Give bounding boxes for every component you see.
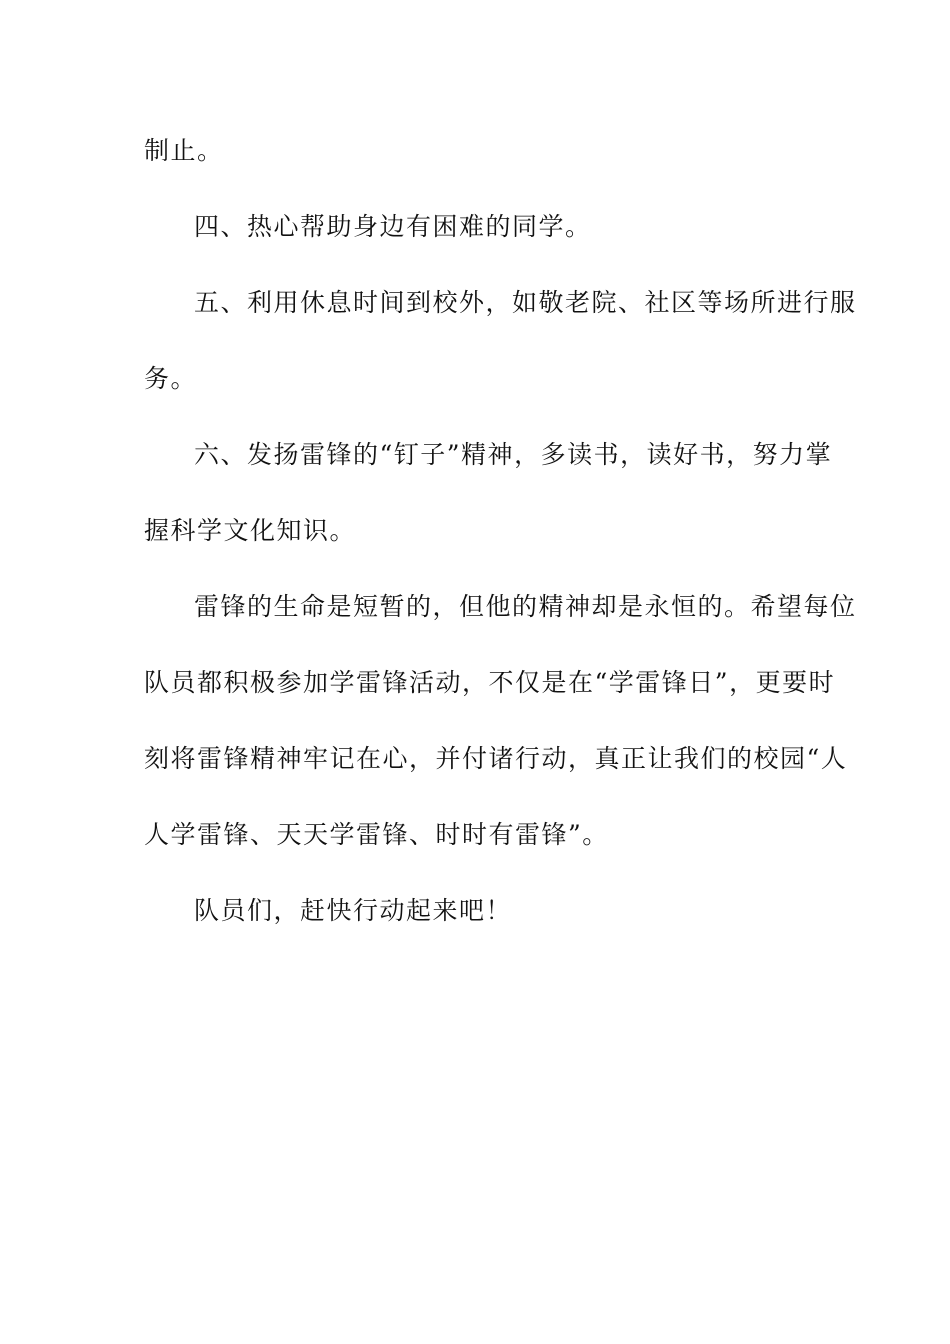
list-item-5-continuation: 务。 [144,364,198,393]
list-item-4: 四、热心帮助身边有困难的同学。 [194,212,592,241]
final-call-to-action: 队员们，赶快行动起来吧！ [194,896,513,925]
document-body [144,128,857,964]
closing-paragraph-line-3: 刻将雷锋精神牢记在心，并付诸行动，真正让我们的校园“人 [144,744,848,773]
list-item-6: 六、发扬雷锋的“钉子”精神，多读书，读好书，努力掌 [194,440,833,469]
text-line-continuation: 制止。 [144,136,224,165]
closing-paragraph-line-1: 雷锋的生命是短暂的，但他的精神却是永恒的。希望每位 [194,592,857,621]
list-item-5: 五、利用休息时间到校外，如敬老院、社区等场所进行服 [194,288,857,317]
list-item-6-continuation: 握科学文化知识。 [144,516,357,545]
closing-paragraph-line-2: 队员都积极参加学雷锋活动，不仅是在“学雷锋日”，更要时 [144,668,836,697]
closing-paragraph-line-4: 人学雷锋、天天学雷锋、时时有雷锋”。 [144,820,609,849]
